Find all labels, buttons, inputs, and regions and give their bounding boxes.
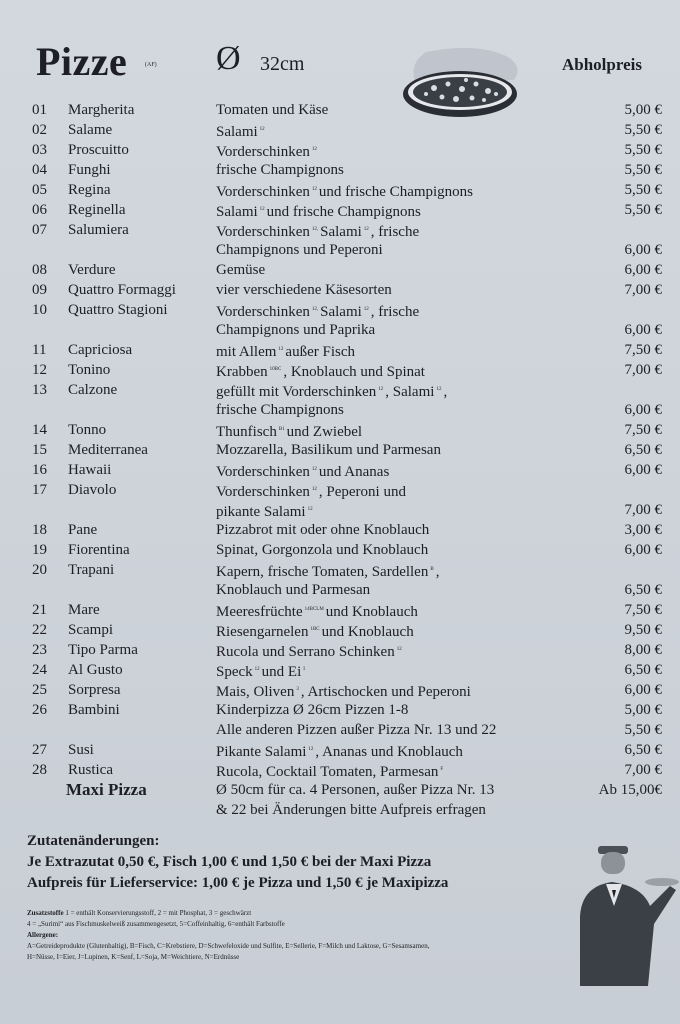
item-price: 5,50 €	[624, 142, 662, 158]
item-name: Capriciosa	[68, 342, 133, 358]
item-price: 3,00 €	[624, 522, 662, 538]
item-price: 5,50 €	[624, 202, 662, 218]
allergen-code: 12,	[311, 227, 319, 232]
item-price: 6,50 €	[624, 662, 662, 678]
allergen-code: 12	[363, 227, 369, 232]
item-price: 6,00 €	[624, 542, 662, 558]
description-text: und frische Champignons	[318, 184, 474, 200]
item-description	[216, 340, 355, 362]
item-number: 10	[32, 302, 47, 318]
menu-item	[0, 440, 680, 460]
description-text: Salami	[216, 204, 258, 220]
item-number: 12	[32, 362, 47, 378]
item-number: 27	[32, 742, 47, 758]
description-text: Speck	[216, 664, 253, 680]
description-text: pikante Salami	[216, 504, 306, 520]
allergens-line-1: A=Getreideprodukte (Glutenhaltig), B=Fisch, C=Krebstiere, D=Schwefeloxide und Sulfite, E=Sellerie, F=Milch und Laktose, G=Sesamsamen,	[27, 942, 430, 950]
item-description	[216, 640, 404, 662]
description-text: , frische	[370, 304, 420, 320]
item-price: 6,50 €	[624, 582, 662, 598]
item-description	[216, 660, 307, 682]
item-description	[216, 360, 425, 382]
item-description	[216, 720, 496, 740]
item-name: Margherita	[68, 102, 135, 118]
item-description	[216, 140, 319, 162]
menu-item-continuation	[0, 580, 680, 600]
allergen-code: 12	[311, 187, 317, 192]
item-price: 7,00 €	[624, 362, 662, 378]
item-price: 9,50 €	[624, 622, 662, 638]
menu-item	[0, 380, 680, 400]
menu-item	[0, 120, 680, 140]
item-number: 02	[32, 122, 47, 138]
menu-item	[0, 160, 680, 180]
menu-item	[0, 260, 680, 280]
item-number: 01	[32, 102, 47, 118]
allergen-code: I	[303, 667, 305, 672]
menu-item	[0, 560, 680, 580]
title-note: (AF)	[145, 62, 157, 68]
description-text: Mais, Oliven	[216, 684, 295, 700]
pizza-size: 32cm	[260, 53, 305, 75]
allergen-code: 12	[378, 387, 384, 392]
description-text: Mozzarella, Basilikum und Parmesan	[216, 442, 441, 458]
item-description	[216, 260, 265, 280]
item-name: Diavolo	[68, 482, 117, 498]
item-number: 24	[32, 662, 47, 678]
description-text: , Salami	[385, 384, 435, 400]
item-price: 6,50 €	[624, 742, 662, 758]
allergen-code: 12	[436, 387, 442, 392]
menu-item	[0, 620, 680, 640]
description-text: und Zwiebel	[286, 424, 363, 440]
item-name: Rustica	[68, 762, 113, 778]
description-text: vier verschiedene Käsesorten	[216, 282, 392, 298]
item-price: 7,50 €	[624, 342, 662, 358]
item-number: 19	[32, 542, 47, 558]
description-text: Kapern, frische Tomaten, Sardellen	[216, 564, 429, 580]
menu-item	[0, 420, 680, 440]
menu-item	[0, 640, 680, 660]
maxi-pizza-description: Ø 50cm für ca. 4 Personen, außer Pizza Nr. 13	[216, 782, 495, 798]
description-text: Salami	[216, 124, 258, 140]
item-name: Fiorentina	[68, 542, 130, 558]
item-price: 7,00 €	[624, 502, 662, 518]
item-price: 6,00 €	[624, 262, 662, 278]
item-description	[216, 700, 408, 720]
item-number: 07	[32, 222, 47, 238]
description-text: , Artischocken und Peperoni	[300, 684, 471, 700]
item-price: 6,00 €	[624, 682, 662, 698]
additives-line-2: 4 = „Surimi“ aus Fischmuskelweiß zusammengesetzt, 5=Coffeinhaltig, 6=enthält Farbstoffe	[27, 920, 285, 928]
item-name: Trapani	[68, 562, 115, 578]
allergens-line-2: H=Nüsse, I=Eier, J=Lupinen, K=Senf, L=Soja, M=Weichtiere, N=Erdnüsse	[27, 953, 240, 961]
additives-line-1: 1 = enthält Konservierungsstoff, 2 = mit Phosphat, 3 = geschwärzt	[65, 909, 252, 917]
item-name: Calzone	[68, 382, 118, 398]
item-description	[216, 500, 315, 522]
item-description	[216, 560, 439, 582]
menu-item	[0, 720, 680, 740]
maxi-pizza-continuation	[0, 800, 680, 820]
allergen-legend	[27, 908, 667, 963]
description-text: Meeresfrüchte	[216, 604, 303, 620]
description-text: und Knoblauch	[325, 604, 418, 620]
allergen-code: 12	[311, 467, 317, 472]
item-description	[216, 580, 370, 600]
item-name: Funghi	[68, 162, 111, 178]
item-number: 16	[32, 462, 47, 478]
description-text: Champignons und Peperoni	[216, 242, 383, 258]
item-name: Al Gusto	[68, 662, 123, 678]
item-number: 11	[32, 342, 47, 358]
item-description	[216, 380, 447, 402]
item-number: 05	[32, 182, 47, 198]
item-description	[216, 420, 362, 442]
additives-label: Zusatzstoffe	[27, 909, 64, 917]
item-description	[216, 100, 328, 120]
item-price: 7,00 €	[624, 282, 662, 298]
description-text: Vorderschinken	[216, 184, 310, 200]
item-description	[216, 540, 428, 560]
description-text: Rucola, Cocktail Tomaten, Parmesan	[216, 764, 439, 780]
item-price: 6,00 €	[624, 402, 662, 418]
description-text: außer Fisch	[285, 344, 355, 360]
description-text: Alle anderen Pizzen außer Pizza Nr. 13 und 22	[216, 722, 497, 738]
item-price: 7,00 €	[624, 762, 662, 778]
menu-item-continuation	[0, 320, 680, 340]
item-price: 6,50 €	[624, 442, 662, 458]
item-number: 04	[32, 162, 47, 178]
allergen-code: 12	[254, 667, 260, 672]
menu-item	[0, 340, 680, 360]
menu-list	[0, 100, 680, 820]
description-text: frische Champignons	[216, 162, 344, 178]
description-text: ,	[435, 564, 440, 580]
item-description	[216, 740, 463, 762]
description-text: Riesengarnelen	[216, 624, 309, 640]
item-description	[216, 480, 406, 502]
item-number: 08	[32, 262, 47, 278]
menu-item	[0, 680, 680, 700]
item-name: Tipo Parma	[68, 642, 138, 658]
item-name: Hawaii	[68, 462, 112, 478]
allergen-code: 10BC	[269, 367, 282, 372]
waiter-illustration	[572, 846, 680, 986]
item-description	[216, 600, 418, 622]
item-number: 21	[32, 602, 47, 618]
item-description	[216, 160, 344, 180]
item-name: Pane	[68, 522, 98, 538]
allergen-code: 12	[396, 647, 402, 652]
item-number: 14	[32, 422, 47, 438]
item-price: 5,00 €	[624, 702, 662, 718]
description-text: und Ananas	[318, 464, 390, 480]
description-text: Tomaten und Käse	[216, 102, 329, 118]
allergen-code: 12	[308, 747, 314, 752]
menu-item	[0, 100, 680, 120]
item-price: 5,00 €	[624, 102, 662, 118]
description-text: Rucola und Serrano Schinken	[216, 644, 395, 660]
menu-item	[0, 660, 680, 680]
allergen-code: 12	[311, 487, 317, 492]
description-text: Knoblauch und Parmesan	[216, 582, 371, 598]
item-number: 20	[32, 562, 47, 578]
item-number: 26	[32, 702, 47, 718]
item-name: Reginella	[68, 202, 126, 218]
item-price: 7,50 €	[624, 602, 662, 618]
menu-title: Pizze	[36, 39, 128, 84]
description-text: und Knoblauch	[321, 624, 414, 640]
item-price: 8,00 €	[624, 642, 662, 658]
menu-item	[0, 200, 680, 220]
item-name: Mare	[68, 602, 100, 618]
description-text: , frische	[370, 224, 420, 240]
item-description	[216, 440, 441, 460]
description-text: Spinat, Gorgonzola und Knoblauch	[216, 542, 429, 558]
item-number: 18	[32, 522, 47, 538]
menu-header	[0, 0, 680, 100]
description-text: Vorderschinken	[216, 144, 310, 160]
allergen-code: 12	[311, 147, 317, 152]
allergen-code: 12	[307, 507, 313, 512]
item-name: Tonino	[68, 362, 111, 378]
menu-item	[0, 700, 680, 720]
item-name: Quattro Stagioni	[68, 302, 168, 318]
description-text: Champignons und Paprika	[216, 322, 376, 338]
item-description	[216, 240, 383, 260]
item-name: Mediterranea	[68, 442, 148, 458]
description-text: Pizzabrot mit oder ohne Knoblauch	[216, 522, 430, 538]
menu-item	[0, 300, 680, 320]
description-text: mit Allem	[216, 344, 277, 360]
item-name: Verdure	[68, 262, 116, 278]
maxi-pizza-name: Maxi Pizza	[66, 780, 147, 799]
item-price: 6,00 €	[624, 242, 662, 258]
maxi-pizza-description: & 22 bei Änderungen bitte Aufpreis erfragen	[216, 802, 486, 818]
description-text: Pikante Salami	[216, 744, 307, 760]
item-description	[216, 680, 471, 702]
item-description	[216, 280, 392, 300]
allergen-code: 12	[278, 347, 284, 352]
item-description	[216, 200, 421, 222]
item-number: 15	[32, 442, 47, 458]
item-description	[216, 460, 389, 482]
menu-item	[0, 360, 680, 380]
item-name: Tonno	[68, 422, 107, 438]
maxi-pizza-price: Ab 15,00€	[598, 782, 662, 798]
allergen-code: 12	[259, 127, 265, 132]
description-text: frische Champignons	[216, 402, 344, 418]
item-number: 28	[32, 762, 47, 778]
description-text: Gemüse	[216, 262, 266, 278]
menu-item	[0, 740, 680, 760]
item-name: Salumiera	[68, 222, 129, 238]
description-text: , Peperoni und	[318, 484, 406, 500]
item-number: 17	[32, 482, 47, 498]
menu-item	[0, 520, 680, 540]
allergen-code: B1	[278, 427, 285, 432]
allergen-code: 12	[259, 207, 265, 212]
notes-delivery-surcharge: Aufpreis für Lieferservice: 1,00 € je Pizza und 1,50 € je Maxipizza	[27, 875, 449, 891]
description-text: Vorderschinken	[216, 224, 310, 240]
item-name: Salame	[68, 122, 113, 138]
description-text: Thunfisch	[216, 424, 277, 440]
menu-item	[0, 540, 680, 560]
item-description	[216, 320, 375, 340]
notes-extra-ingredients: Je Extrazutat 0,50 €, Fisch 1,00 € und 1,50 € bei der Maxi Pizza	[27, 854, 432, 870]
item-number: 06	[32, 202, 47, 218]
description-text: , Knoblauch und Spinat	[283, 364, 425, 380]
allergen-code: 12,	[311, 307, 319, 312]
item-price: 7,50 €	[624, 422, 662, 438]
menu-item	[0, 280, 680, 300]
item-number: 25	[32, 682, 47, 698]
item-number: 13	[32, 382, 47, 398]
item-number: 09	[32, 282, 47, 298]
description-text: Salami	[320, 224, 362, 240]
item-description	[216, 620, 414, 642]
menu-item-continuation	[0, 500, 680, 520]
item-name: Scampi	[68, 622, 113, 638]
item-price: 5,50 €	[624, 122, 662, 138]
item-description	[216, 120, 267, 142]
menu-item	[0, 480, 680, 500]
item-name: Bambini	[68, 702, 120, 718]
item-description	[216, 220, 419, 242]
item-name: Quattro Formaggi	[68, 282, 176, 298]
description-text: Vorderschinken	[216, 464, 310, 480]
description-text: Vorderschinken	[216, 304, 310, 320]
item-price: 6,00 €	[624, 322, 662, 338]
allergens-label: Allergene:	[27, 931, 59, 939]
menu-item	[0, 140, 680, 160]
item-number: 23	[32, 642, 47, 658]
description-text: Salami	[320, 304, 362, 320]
price-heading: Abholpreis	[562, 55, 642, 74]
allergen-code: 14BCLM	[304, 607, 324, 612]
menu-item	[0, 600, 680, 620]
allergen-code: F	[440, 767, 444, 772]
item-name: Sorpresa	[68, 682, 121, 698]
item-name: Susi	[68, 742, 94, 758]
diameter-symbol: Ø	[216, 40, 241, 77]
item-price: 5,50 €	[624, 162, 662, 178]
item-name: Proscuitto	[68, 142, 129, 158]
allergen-code: 3	[296, 687, 299, 692]
notes-section	[27, 831, 667, 894]
item-description	[216, 400, 344, 420]
maxi-pizza-item	[0, 780, 680, 800]
menu-item	[0, 760, 680, 780]
item-number: 22	[32, 622, 47, 638]
item-price: 5,50 €	[624, 182, 662, 198]
menu-item	[0, 460, 680, 480]
description-text: Vorderschinken	[216, 484, 310, 500]
menu-item-continuation	[0, 400, 680, 420]
allergen-code: 12	[363, 307, 369, 312]
description-text: ,	[443, 384, 448, 400]
item-description	[216, 760, 445, 782]
item-name: Regina	[68, 182, 111, 198]
item-description	[216, 520, 429, 540]
description-text: und Ei	[261, 664, 302, 680]
description-text: und frische Champignons	[266, 204, 421, 220]
item-number: 03	[32, 142, 47, 158]
item-description	[216, 300, 419, 322]
menu-item	[0, 180, 680, 200]
item-description	[216, 180, 473, 202]
notes-heading: Zutatenänderungen:	[27, 833, 160, 849]
allergen-code: B	[430, 567, 434, 572]
item-price: 6,00 €	[624, 462, 662, 478]
description-text: gefüllt mit Vorderschinken	[216, 384, 377, 400]
description-text: Krabben	[216, 364, 268, 380]
description-text: Kinderpizza Ø 26cm Pizzen 1-8	[216, 702, 409, 718]
allergen-code: 1BC	[310, 627, 320, 632]
item-price: 5,50 €	[624, 722, 662, 738]
menu-item-continuation	[0, 240, 680, 260]
menu-item	[0, 220, 680, 240]
description-text: , Ananas und Knoblauch	[315, 744, 463, 760]
